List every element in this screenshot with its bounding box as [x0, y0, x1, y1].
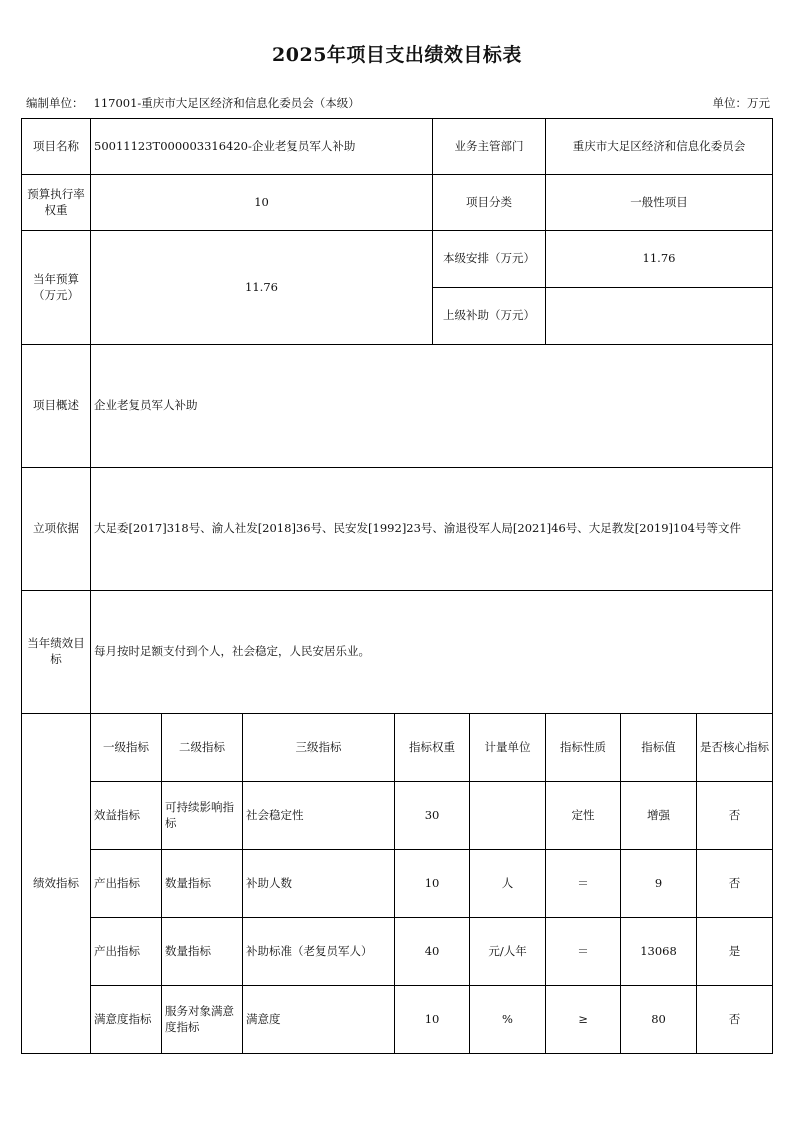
local-label: 本级安排（万元）	[433, 231, 546, 288]
indicator-row	[22, 850, 773, 918]
currency-unit: 单位：万元	[712, 96, 770, 110]
level3-cell: 补助人数	[243, 850, 395, 918]
local-value: 11.76	[546, 231, 773, 288]
rate-value: 10	[91, 175, 433, 231]
core-cell: 否	[697, 850, 773, 918]
header-cell: 是否核心指标	[697, 714, 773, 782]
performance-table	[21, 118, 773, 1054]
category-label: 项目分类	[433, 175, 546, 231]
indicator-row	[22, 782, 773, 850]
indicator-row	[22, 918, 773, 986]
level1-cell: 满意度指标	[91, 986, 162, 1054]
category-value: 一般性项目	[546, 175, 773, 231]
value-cell: 13068	[621, 918, 697, 986]
indicators-section-label: 绩效指标	[22, 714, 91, 1054]
header-cell: 指标性质	[546, 714, 621, 782]
weight-cell: 40	[395, 918, 470, 986]
nature-cell: ＝	[546, 918, 621, 986]
nature-cell: ＝	[546, 850, 621, 918]
indicator-header-row	[22, 714, 773, 782]
goal-value: 每月按时足额支付到个人，社会稳定，人民安居乐业。	[91, 591, 773, 714]
level3-cell: 社会稳定性	[243, 782, 395, 850]
header-cell: 指标值	[621, 714, 697, 782]
level2-cell: 服务对象满意度指标	[162, 986, 243, 1054]
basis-value: 大足委[2017]318号、渝人社发[2018]36号、民安发[1992]23号、渝退役军人局[2021]46号、大足教发[2019]104号等文件	[91, 468, 773, 591]
level3-cell: 补助标准（老复员军人）	[243, 918, 395, 986]
header-cell: 一级指标	[91, 714, 162, 782]
level1-cell: 产出指标	[91, 850, 162, 918]
unit-cell: %	[470, 986, 546, 1054]
level2-cell: 数量指标	[162, 918, 243, 986]
core-cell: 否	[697, 986, 773, 1054]
row-rate	[22, 175, 773, 231]
dept-label: 业务主管部门	[433, 119, 546, 175]
compiling-unit-value: 117001-重庆市大足区经济和信息化委员会（本级）	[93, 96, 360, 110]
value-cell: 80	[621, 986, 697, 1054]
dept-value: 重庆市大足区经济和信息化委员会	[546, 119, 773, 175]
page-title: 2025年项目支出绩效目标表	[272, 44, 522, 66]
overview-label: 项目概述	[22, 345, 91, 468]
weight-cell: 10	[395, 986, 470, 1054]
row-project-name	[22, 119, 773, 175]
header-cell: 二级指标	[162, 714, 243, 782]
project-name-label: 项目名称	[22, 119, 91, 175]
budget-label: 当年预算（万元）	[22, 231, 91, 345]
unit-cell	[470, 782, 546, 850]
project-name-value: 50011123T000003316420-企业老复员军人补助	[91, 119, 433, 175]
nature-cell: 定性	[546, 782, 621, 850]
overview-value: 企业老复员军人补助	[91, 345, 773, 468]
upper-value	[546, 288, 773, 345]
basis-label: 立项依据	[22, 468, 91, 591]
nature-cell: ≥	[546, 986, 621, 1054]
header-cell: 指标权重	[395, 714, 470, 782]
row-goal	[22, 591, 773, 714]
row-budget	[22, 231, 773, 288]
weight-cell: 10	[395, 850, 470, 918]
header-cell: 三级指标	[243, 714, 395, 782]
compiling-unit-label: 编制单位：	[26, 96, 84, 110]
level1-cell: 产出指标	[91, 918, 162, 986]
value-cell: 9	[621, 850, 697, 918]
row-overview	[22, 345, 773, 468]
goal-label: 当年绩效目标	[22, 591, 91, 714]
weight-cell: 30	[395, 782, 470, 850]
header-cell: 计量单位	[470, 714, 546, 782]
unit-cell: 人	[470, 850, 546, 918]
compiling-unit	[26, 95, 360, 111]
level3-cell: 满意度	[243, 986, 395, 1054]
rate-label: 预算执行率权重	[22, 175, 91, 231]
core-cell: 是	[697, 918, 773, 986]
level1-cell: 效益指标	[91, 782, 162, 850]
value-cell: 增强	[621, 782, 697, 850]
core-cell: 否	[697, 782, 773, 850]
unit-cell: 元/人年	[470, 918, 546, 986]
budget-value: 11.76	[91, 231, 433, 345]
row-basis	[22, 468, 773, 591]
upper-label: 上级补助（万元）	[433, 288, 546, 345]
indicator-row	[22, 986, 773, 1054]
level2-cell: 数量指标	[162, 850, 243, 918]
level2-cell: 可持续影响指标	[162, 782, 243, 850]
